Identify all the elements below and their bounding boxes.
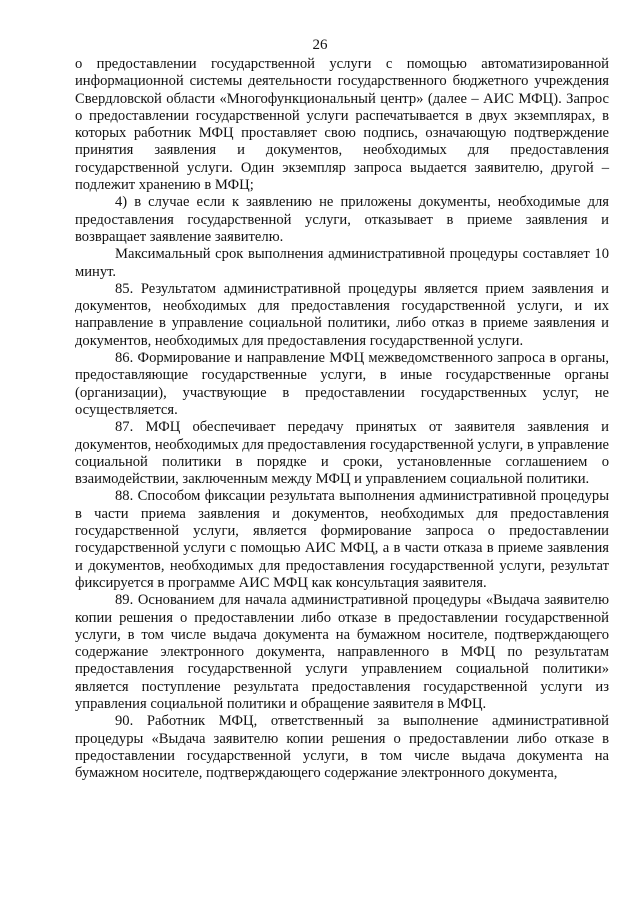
paragraph-86: 86. Формирование и направление МФЦ межведомственного запроса в органы, предоставляющие государственные услуги, в иные государственные органы (организации), участвующие в предоставлении государственных услуг, не осуществляется.	[75, 350, 609, 418]
paragraph-89: 89. Основанием для начала административной процедуры «Выдача заявителю копии решения о предоставлении либо отказе в предоставлении государственной услуги, в том числе выдача документа на бумажном носителе, подтверждающего содержание электронного документа, направленного в МФЦ по результатам предоставления государственной услуги управлением социальной политики» является поступление результата предоставления государственной услуги из управления социальной политики и обращение заявителя в МФЦ.	[75, 592, 609, 712]
page-number: 26	[312, 37, 328, 53]
paragraph-87: 87. МФЦ обеспечивает передачу принятых от заявителя заявления и документов, необходимых для предоставления государственной услуги, в управление социальной политики в порядке и сроки, установленные соглашением о взаимодействии, заключенным между МФЦ и управлением социальной политики.	[75, 419, 609, 488]
body-text	[75, 56, 609, 782]
paragraph-continuation: о предоставлении государственной услуги с помощью автоматизированной информационной системы деятельности государственного бюджетного учреждения Свердловской области «Многофункциональный центр» (далее – АИС МФЦ). Запрос о предоставлении государственной услуги распечатывается в двух экземплярах, в которых работник МФЦ проставляет свою подпись, означающую подтверждение принятия заявления и документов, необходимых для предоставления государственной услуги. Один экземпляр запроса выдается заявителю, другой – подлежит хранению в МФЦ;	[75, 56, 609, 194]
paragraph-item-4: 4) в случае если к заявлению не приложены документы, необходимые для предоставления государственной услуги, отказывает в приеме заявления и возвращает заявление заявителю.	[75, 194, 609, 245]
paragraph-max-time: Максимальный срок выполнения административной процедуры составляет 10 минут.	[75, 246, 609, 280]
paragraph-88: 88. Способом фиксации результата выполнения административной процедуры в части приема заявления и документов, необходимых для предоставления государственной услуги, является формирование запроса о предоставлении государственной услуги с помощью АИС МФЦ, а в части отказа в приеме заявления и документов, необходимых для предоставления государственной услуги, результат фиксируется в программе АИС МФЦ как консультация заявителя.	[75, 488, 609, 591]
paragraph-85: 85. Результатом административной процедуры является прием заявления и документов, необходимых для предоставления государственной услуги, и их направление в управление социальной политики, либо отказ в приеме заявления и документов, необходимых для предоставления государственной услуги.	[75, 280, 609, 349]
paragraph-90: 90. Работник МФЦ, ответственный за выполнение административной процедуры «Выдача заявителю копии решения о предоставлении либо отказе в предоставлении государственной услуги, в том числе выдача документа на бумажном носителе, подтверждающего содержание электронного документа,	[75, 713, 609, 782]
